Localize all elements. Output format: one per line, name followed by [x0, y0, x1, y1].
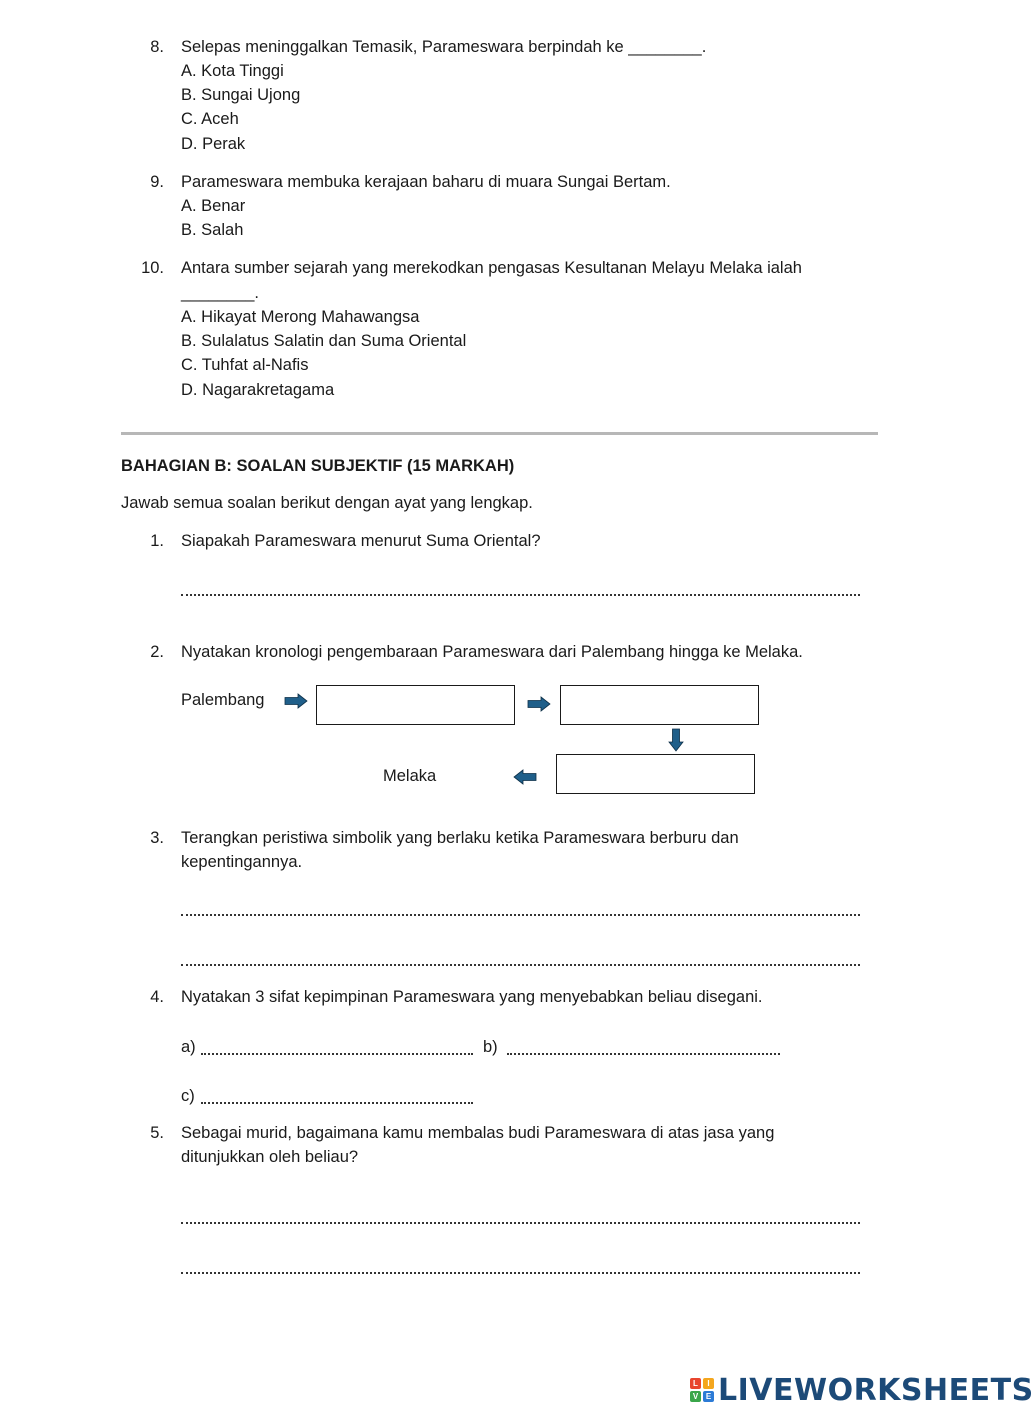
- b-question-4-text: Nyatakan 3 sifat kepimpinan Parameswara yang menyebabkan beliau disegani.: [181, 988, 763, 1006]
- question-number-9: 9.: [150, 173, 164, 191]
- question-8-option-c[interactable]: C. Aceh: [181, 110, 239, 128]
- flow-end-label: Melaka: [383, 767, 437, 785]
- logo-grid-icon: [690, 1378, 714, 1402]
- b-question-3-text: Terangkan peristiwa simbolik yang berlaku ketika Parameswara berburu dan: [181, 829, 739, 847]
- logo-tile-l: L: [690, 1378, 701, 1389]
- right-arrow-icon: [528, 697, 550, 711]
- logo-tile-i: I: [703, 1378, 714, 1389]
- b-question-2-text: Nyatakan kronologi pengembaraan Parameswara dari Palembang hingga ke Melaka.: [181, 643, 803, 661]
- section-b-heading: BAHAGIAN B: SOALAN SUBJEKTIF (15 MARKAH): [121, 457, 515, 475]
- logo-tile-v: V: [690, 1391, 701, 1402]
- logo-text: LIVEWORKSHEETS: [718, 1372, 1034, 1408]
- b-question-5-answer-line-1[interactable]: [181, 1222, 860, 1224]
- b-question-5-answer-line-2[interactable]: [181, 1272, 860, 1274]
- down-arrow-icon: [669, 729, 683, 751]
- section-b-instruction: Jawab semua soalan berikut dengan ayat yang lengkap.: [121, 494, 533, 512]
- flow-answer-box-2[interactable]: [560, 685, 759, 725]
- b-question-4-answer-b[interactable]: [507, 1053, 780, 1055]
- b-question-number-5: 5.: [150, 1124, 164, 1142]
- question-8-text: Selepas meninggalkan Temasik, Parameswara berpindah ke ________.: [181, 38, 707, 56]
- b-question-4-answer-a[interactable]: [201, 1053, 473, 1055]
- question-10-option-c[interactable]: C. Tuhfat al-Nafis: [181, 356, 309, 374]
- question-10-option-b[interactable]: B. Sulalatus Salatin dan Suma Oriental: [181, 332, 467, 350]
- liveworksheets-logo[interactable]: [690, 1372, 1034, 1408]
- flow-start-label: Palembang: [181, 691, 265, 709]
- question-10-text: Antara sumber sejarah yang merekodkan pengasas Kesultanan Melayu Melaka ialah: [181, 259, 802, 277]
- b-question-4-label-a: a): [181, 1038, 196, 1056]
- left-arrow-icon: [514, 770, 536, 784]
- b-question-4-answer-c[interactable]: [201, 1102, 473, 1104]
- question-10-text-blank: ________.: [181, 284, 259, 302]
- b-question-number-1: 1.: [150, 532, 164, 550]
- question-9-option-a[interactable]: A. Benar: [181, 197, 246, 215]
- question-number-10: 10.: [141, 259, 164, 277]
- logo-tile-e: E: [703, 1391, 714, 1402]
- b-question-4-label-c: c): [181, 1087, 195, 1105]
- b-question-number-2: 2.: [150, 643, 164, 661]
- question-8-option-a[interactable]: A. Kota Tinggi: [181, 62, 284, 80]
- question-9-option-b[interactable]: B. Salah: [181, 221, 244, 239]
- question-8-option-d[interactable]: D. Perak: [181, 135, 246, 153]
- b-question-3-answer-line-2[interactable]: [181, 964, 860, 966]
- section-divider: [121, 432, 878, 435]
- b-question-number-4: 4.: [150, 988, 164, 1006]
- b-question-3-text-line2: kepentingannya.: [181, 853, 303, 871]
- b-question-3-answer-line-1[interactable]: [181, 914, 860, 916]
- right-arrow-icon: [285, 694, 307, 708]
- b-question-5-text: Sebagai murid, bagaimana kamu membalas budi Parameswara di atas jasa yang: [181, 1124, 775, 1142]
- question-9-text: Parameswara membuka kerajaan baharu di muara Sungai Bertam.: [181, 173, 671, 191]
- b-question-1-text: Siapakah Parameswara menurut Suma Oriental?: [181, 532, 541, 550]
- question-10-option-d[interactable]: D. Nagarakretagama: [181, 381, 335, 399]
- question-8-option-b[interactable]: B. Sungai Ujong: [181, 86, 301, 104]
- b-question-4-label-b: b): [483, 1038, 498, 1056]
- b-question-1-answer-line[interactable]: [181, 594, 860, 596]
- question-number-8: 8.: [150, 38, 164, 56]
- b-question-5-text-line2: ditunjukkan oleh beliau?: [181, 1148, 359, 1166]
- question-10-option-a[interactable]: A. Hikayat Merong Mahawangsa: [181, 308, 420, 326]
- flow-answer-box-1[interactable]: [316, 685, 515, 725]
- flow-answer-box-3[interactable]: [556, 754, 755, 794]
- b-question-number-3: 3.: [150, 829, 164, 847]
